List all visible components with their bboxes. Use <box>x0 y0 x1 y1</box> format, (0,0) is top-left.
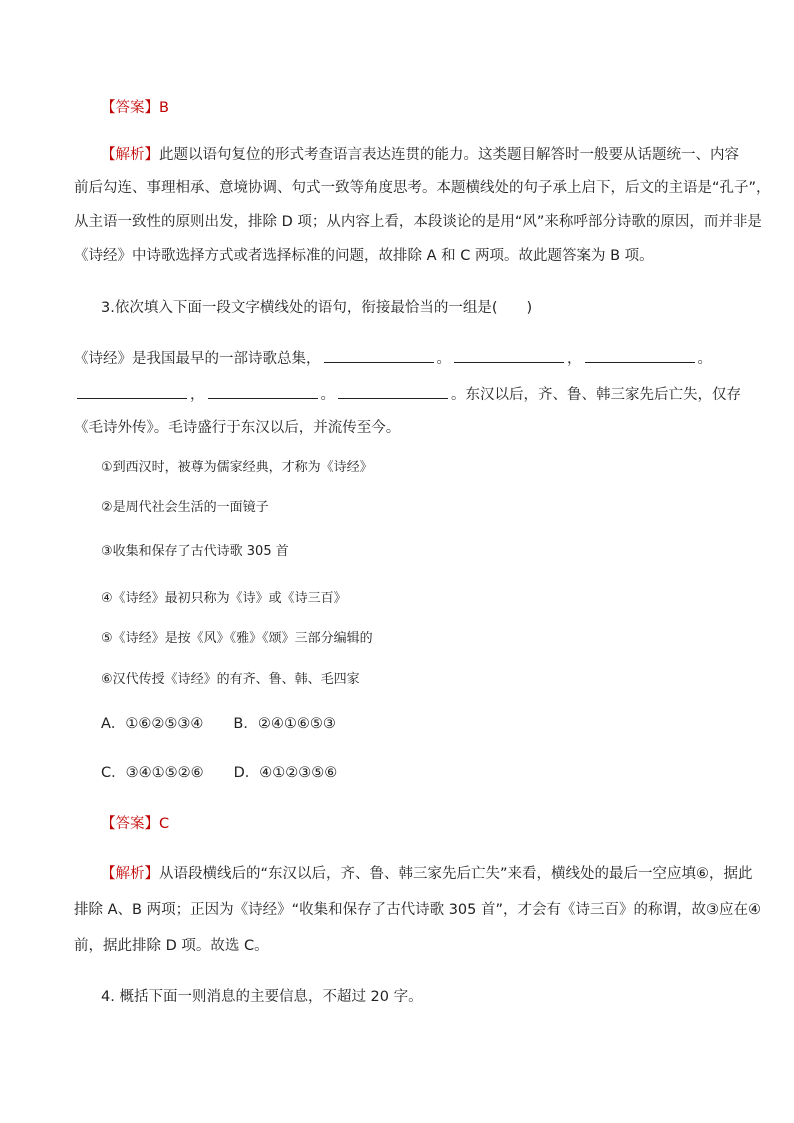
analysis-text: 此题以语句复位的形式考查语言表达连贯的能力。这类题目解答时一般要从话题统一、内容 <box>159 147 739 163</box>
passage-text: 《诗经》是我国最早的一部诗歌总集， <box>74 351 321 367</box>
analysis-1-line-4: 《诗经》中诗歌选择方式或者选择标准的问题，故排除 A 和 C 两项。故此题答案为 B 项。 <box>74 248 654 264</box>
passage-line-1 <box>74 348 712 369</box>
answer-tag: 【答案】 <box>101 816 159 832</box>
option-item-2: ②是周代社会生活的一面镜子 <box>101 500 269 515</box>
analysis-2-line-2: 排除 A、B 两项；正因为《诗经》“收集和保存了古代诗歌 305 首”，才会有《诗三百》的称谓，故③应在④ <box>74 902 761 918</box>
analysis-tag: 【解析】 <box>101 866 159 882</box>
question-3-stem: 3.依次填入下面一段文字横线处的语句，衔接最恰当的一组是( ) <box>101 300 533 316</box>
analysis-1-line-1 <box>101 145 739 165</box>
answer-blank[interactable] <box>585 348 695 363</box>
choices-row-1 <box>101 714 336 734</box>
punctuation: ， <box>567 351 582 367</box>
answer-1 <box>101 98 169 118</box>
answer-value: C <box>159 816 170 832</box>
option-item-5: ⑤《诗经》是按《风》《雅》《颂》三部分编辑的 <box>101 631 373 646</box>
choices-row-2 <box>101 763 337 783</box>
answer-value: B <box>159 100 169 116</box>
passage-text: 。东汉以后，齐、鲁、韩三家先后亡失，仅存 <box>451 387 741 403</box>
answer-blank[interactable] <box>338 384 448 399</box>
option-item-4: ④《诗经》最初只称为《诗》或《诗三百》 <box>101 591 347 606</box>
passage-line-3: 《毛诗外传》。毛诗盛行于东汉以后，并流传至今。 <box>74 420 401 436</box>
answer-blank[interactable] <box>324 348 434 363</box>
option-item-6: ⑥汉代传授《诗经》的有齐、鲁、韩、毛四家 <box>101 672 360 687</box>
option-item-1: ①到西汉时，被尊为儒家经典，才称为《诗经》 <box>101 460 373 475</box>
answer-blank[interactable] <box>454 348 564 363</box>
punctuation: 。 <box>436 351 451 367</box>
analysis-2-line-1 <box>101 864 753 884</box>
choice-d[interactable]: D．④①②③⑤⑥ <box>233 765 338 781</box>
answer-blank[interactable] <box>77 384 187 399</box>
answer-tag: 【答案】 <box>101 100 159 116</box>
question-4-stem: 4. 概括下面一则消息的主要信息，不超过 20 字。 <box>101 989 423 1005</box>
punctuation: 。 <box>320 387 335 403</box>
passage-line-2 <box>74 384 741 405</box>
analysis-1-line-3: 从主语一致性的原则出发，排除 D 项；从内容上看，本段谈论的是用“风”来称呼部分诗歌的原因，而并非是 <box>74 214 762 230</box>
choice-a[interactable]: A．①⑥②⑤③④ <box>101 716 204 732</box>
answer-blank[interactable] <box>208 384 318 399</box>
choice-c[interactable]: C．③④①⑤②⑥ <box>101 765 204 781</box>
punctuation: ， <box>190 387 205 403</box>
analysis-tag: 【解析】 <box>101 147 159 163</box>
option-item-3: ③收集和保存了古代诗歌 305 首 <box>101 544 289 559</box>
analysis-text: 从语段横线后的“东汉以后，齐、鲁、韩三家先后亡失”来看，横线处的最后一空应填⑥，据此 <box>159 866 753 882</box>
analysis-2-line-3: 前，据此排除 D 项。故选 C。 <box>74 938 269 954</box>
punctuation: 。 <box>697 351 712 367</box>
analysis-1-line-2: 前后勾连、事理相承、意境协调、句式一致等角度思考。本题横线处的句子承上启下，后文的主语是“孔子”， <box>74 180 771 196</box>
choice-b[interactable]: B．②④①⑥⑤③ <box>233 716 336 732</box>
answer-2 <box>101 814 169 834</box>
